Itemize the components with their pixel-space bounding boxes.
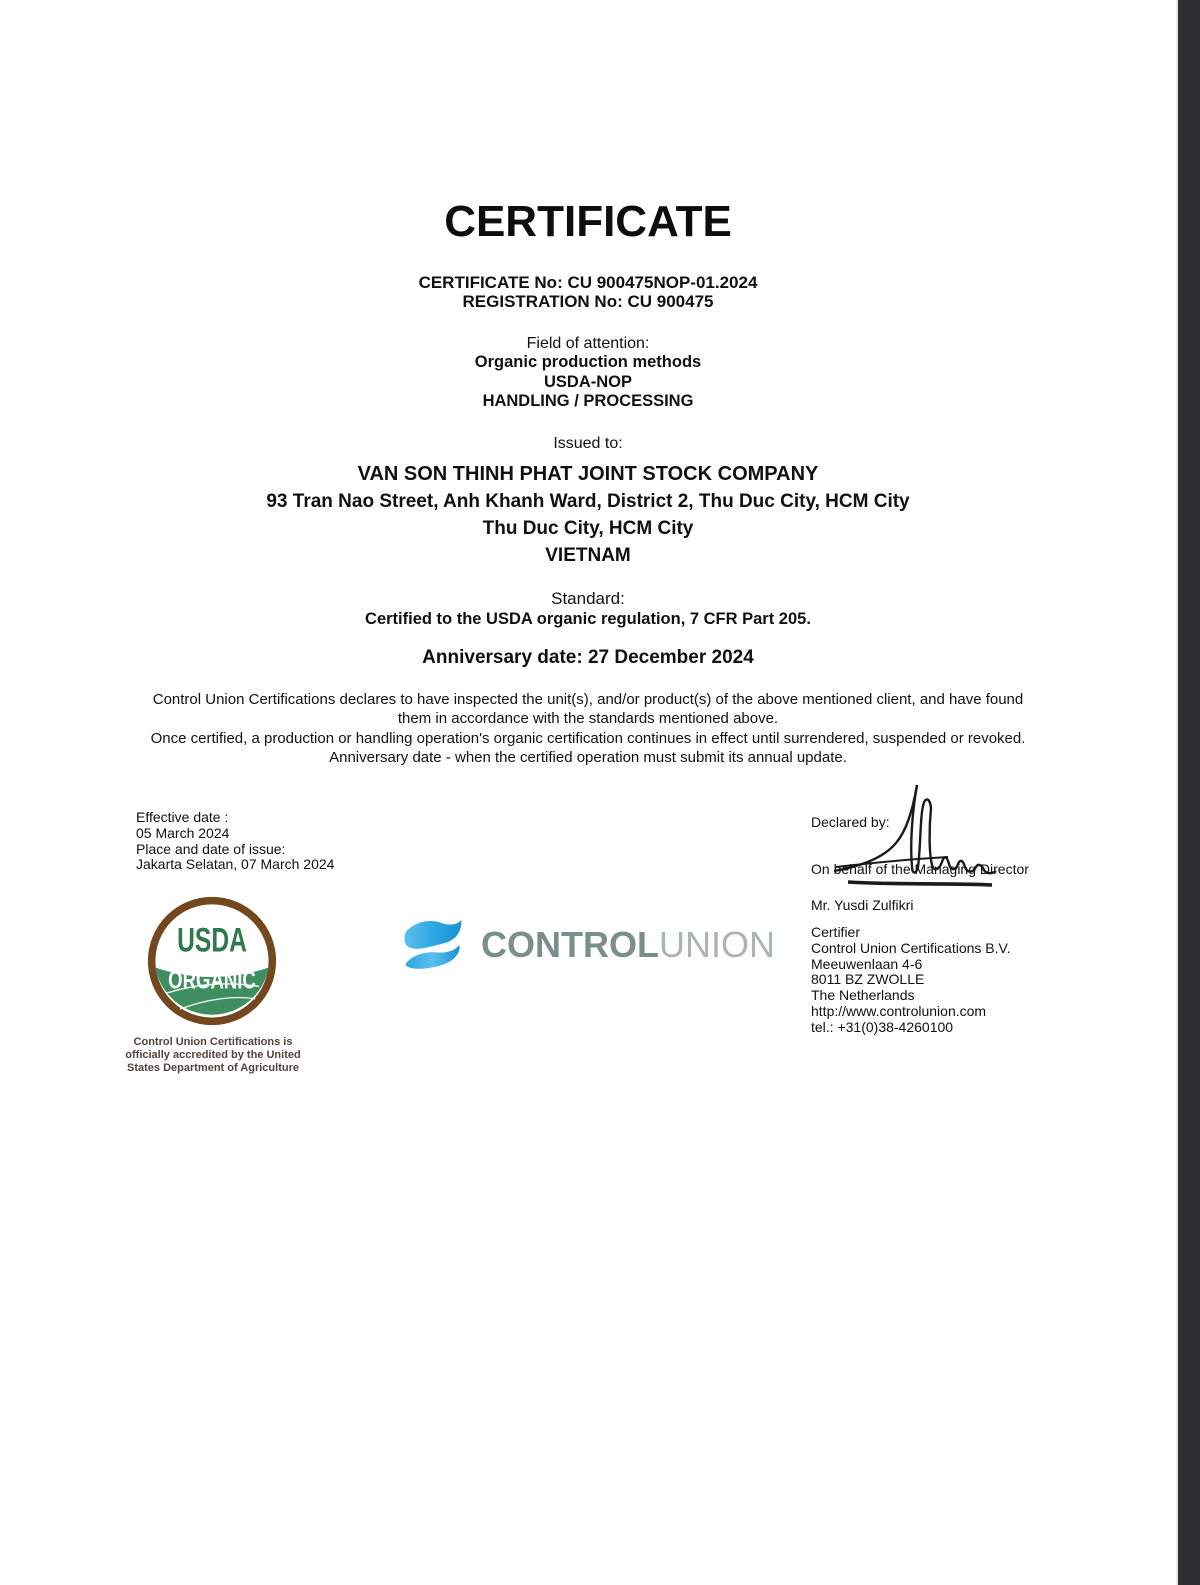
place-of-issue-label: Place and date of issue: [136,840,286,857]
declaration-line-3: Once certified, a production or handling operation's organic certification continues in effect until surrendered, suspended or revoked. [150,729,1026,747]
control-union-wordmark [481,924,775,966]
declared-by-label: Declared by: [811,814,890,830]
certifier-company: Control Union Certifications B.V. [811,939,1011,956]
issued-to-section [0,435,1176,569]
company-address-2: Thu Duc City, HCM City [482,518,694,539]
certifier-address-2: 8011 BZ ZWOLLE [811,971,925,988]
signer-name: Mr. Yusdi Zulfikri [811,897,914,913]
standard-section [0,589,1176,629]
certifier-address-3: The Netherlands [811,987,915,1004]
place-of-issue-value: Jakarta Selatan, 07 March 2024 [136,856,335,873]
certifier-phone: tel.: +31(0)38-4260100 [811,1018,954,1035]
anniversary-date: Anniversary date: 27 December 2024 [422,647,754,668]
company-address-3: VIETNAM [545,545,631,566]
certificate-title: CERTIFICATE [444,197,732,246]
declaration-line-4: Anniversary date - when the certified operation must submit its annual update. [329,749,847,767]
control-union-wordmark-union: UNION [658,924,775,965]
issued-to-label: Issued to: [553,435,623,452]
control-union-wordmark-control: CONTROL [481,924,659,965]
usda-organic-seal-icon [146,895,278,1027]
registration-no: REGISTRATION No: CU 900475 [462,292,714,311]
on-behalf-text: On behalf of the Managing Director [811,861,1029,877]
certifier-block [811,925,1010,1036]
company-name: VAN SON THINH PHAT JOINT STOCK COMPANY [357,463,819,485]
usda-seal-top-text: USDA [177,921,247,960]
effective-date-value: 05 March 2024 [136,824,230,841]
issue-details [136,810,334,873]
field-line-1: Organic production methods [474,353,702,372]
field-line-2: USDA-NOP [543,372,632,391]
field-of-attention [0,334,1176,411]
standard-label: Standard: [551,589,625,608]
control-union-logo [400,915,775,975]
page-right-edge-bar [1176,0,1200,1585]
declaration-paragraph [0,690,1176,768]
usda-accreditation-caption: Control Union Certifications is officially accredited by the United States Department of Agriculture [125,1036,301,1074]
certificate-no: CERTIFICATE No: CU 900475NOP-01.2024 [418,273,758,292]
certifier-website: http://www.controlunion.com [811,1002,987,1019]
standard-text: Certified to the USDA organic regulation, 7 CFR Part 205. [365,610,811,628]
declaration-line-2: them in accordance with the standards mentioned above. [397,710,779,728]
usda-seal-bottom-text: ORGANIC [168,967,257,995]
control-union-globe-icon [400,915,464,975]
field-line-3: HANDLING / PROCESSING [482,391,694,410]
certificate-numbers [0,273,1176,311]
effective-date-label: Effective date : [136,809,229,825]
declaration-line-1: Control Union Certifications declares to have inspected the unit(s), and/or product(s) of the above mentioned client, and have found [152,691,1024,708]
certifier-label: Certifier [811,924,861,940]
field-of-attention-label: Field of attention: [526,335,650,352]
certifier-address-1: Meeuwenlaan 4-6 [811,955,923,972]
company-address-1: 93 Tran Nao Street, Anh Khanh Ward, District 2, Thu Duc City, HCM City [266,491,910,512]
